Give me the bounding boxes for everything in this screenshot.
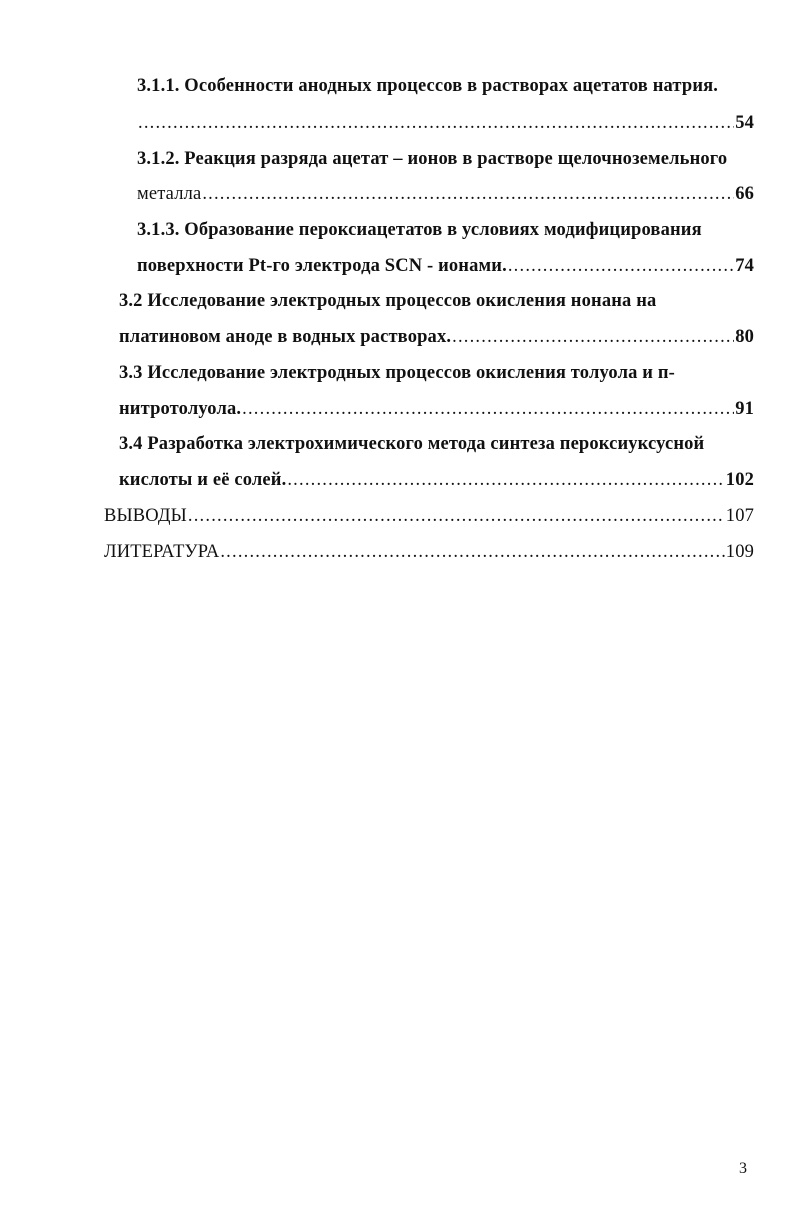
toc-page-number: 54 [735,113,754,133]
toc-entry-conclusions[interactable] [104,504,754,528]
toc-entry-3-1-3-title: 3.1.3. Образование пероксиацетатов в условиях модифицирования [137,220,702,240]
toc-entry-3-2-title: 3.2 Исследование электродных процессов окисления нонана на [119,291,657,311]
toc-page-number: 80 [735,327,754,347]
toc-page-number: 74 [735,256,754,276]
toc-entry-3-4-leader[interactable] [119,468,754,492]
leader-dots [202,182,734,206]
toc-entry-3-2-leader[interactable] [119,325,754,349]
toc-entry-3-1-2-leader[interactable] [137,182,754,206]
toc-page-number: 102 [725,470,754,490]
leader-dots [508,254,734,278]
leader-dots [138,111,734,135]
toc-entry-text: металла [137,184,202,204]
page-number: 3 [739,1160,747,1177]
toc-entry-text: ВЫВОДЫ [104,506,187,526]
toc-entry-3-1-1-title: 3.1.1. Особенности анодных процессов в растворах ацетатов натрия. [137,76,719,96]
toc-entry-3-4-title: 3.4 Разработка электрохимического метода синтеза пероксиуксусной [119,434,705,454]
leader-dots [220,540,724,564]
toc-entry-3-1-3-leader[interactable] [137,254,754,278]
toc-entry-3-3-leader[interactable] [119,397,754,421]
toc-entry-text: платиновом аноде в водных растворах. [119,327,452,347]
leader-dots [452,325,734,349]
toc-entry-text: поверхности Pt-го электрода SCN - ионами. [137,256,507,276]
toc-entry-literature[interactable] [104,540,754,564]
toc-entry-3-1-1-leader[interactable] [137,111,754,135]
toc-page-number: 107 [725,506,754,526]
leader-dots [287,468,724,492]
toc-entry-3-1-2-title: 3.1.2. Реакция разряда ацетат – ионов в растворе щелочноземельного [137,149,728,169]
toc-entry-3-3-title: 3.3 Исследование электродных процессов окисления толуола и п- [119,363,675,383]
leader-dots [242,397,734,421]
toc-entry-text: нитротолуола. [119,399,242,419]
leader-dots [188,504,725,528]
toc-page-number: 91 [735,399,754,419]
toc-page-number: 109 [725,542,754,562]
toc-entry-text: ЛИТЕРАТУРА [104,542,220,562]
toc-page-number: 66 [735,184,754,204]
toc-entry-text: кислоты и её солей. [119,470,287,490]
